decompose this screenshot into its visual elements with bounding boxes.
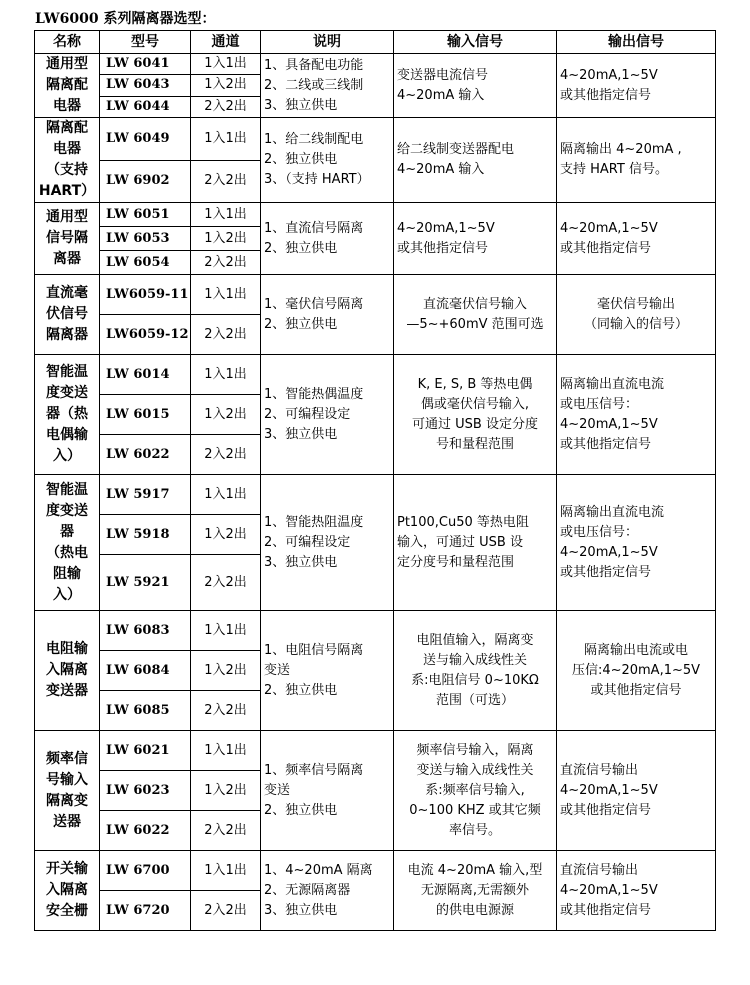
description-line: 1、4~20mA 隔离 — [264, 862, 373, 878]
description — [261, 475, 394, 611]
output-signal — [557, 54, 716, 118]
product-name-line: 离器 — [53, 251, 81, 267]
output-signal-line: 4~20mA,1~5V — [560, 782, 658, 798]
product-name — [35, 54, 100, 118]
table-row — [35, 54, 716, 75]
output-signal — [557, 731, 716, 851]
output-signal-line: 隔离输出直流电流 — [560, 504, 665, 520]
product-name-line: 变送器 — [46, 683, 88, 699]
input-signal-line: 电阻值输入，隔离变 — [416, 632, 534, 648]
model-number: LW 6023 — [100, 771, 191, 811]
table-row — [35, 275, 716, 315]
channel-config: 2入2出 — [191, 160, 261, 203]
description-line: 3、（支持 HART） — [264, 172, 370, 187]
product-name — [35, 475, 100, 611]
product-name-line: 智能温 — [46, 364, 88, 380]
channel-config: 1入2出 — [191, 395, 261, 435]
input-signal-line: 变送器电流信号 — [397, 67, 489, 83]
channel-config: 2入2出 — [191, 96, 261, 117]
description-line: 2、可编程设定 — [264, 534, 351, 550]
channel-config: 2入2出 — [191, 251, 261, 275]
model-number: LW 6015 — [100, 395, 191, 435]
product-name-line: 电器 — [53, 141, 81, 157]
output-signal-line: 4~20mA,1~5V — [560, 220, 658, 236]
product-name-line: 度变送 — [46, 502, 88, 519]
product-name-line: 伏信号 — [46, 306, 88, 322]
description-line: 1、毫伏信号隔离 — [264, 296, 364, 312]
product-name-line: 频率信 — [46, 750, 88, 767]
description-line: 2、独立供电 — [264, 152, 338, 167]
model-number: LW 6083 — [100, 611, 191, 651]
output-signal-line: 或其他指定信号 — [560, 436, 652, 452]
product-name-line: 通用型 — [46, 209, 88, 225]
output-signal-line: 或其他指定信号 — [560, 564, 652, 580]
table-row — [35, 611, 716, 651]
input-signal-line: 给二线制变送器配电 — [397, 142, 515, 157]
table-row — [35, 203, 716, 227]
product-name-line: 入） — [53, 586, 81, 603]
input-signal-line: 输入，可通过 USB 设 — [397, 534, 523, 550]
description — [261, 731, 394, 851]
description-line: 1、给二线制配电 — [264, 132, 364, 147]
description-line: 2、独立供电 — [264, 682, 338, 698]
input-signal-line: 或其他指定信号 — [397, 240, 489, 256]
product-name-line: 智能温 — [46, 481, 88, 498]
input-signal-line: 系:电阻信号 0~10KΩ — [411, 672, 539, 688]
header-row — [35, 31, 716, 54]
product-name — [35, 355, 100, 475]
model-number: LW6059-12 — [100, 315, 191, 355]
model-number: LW 6022 — [100, 811, 191, 851]
output-signal-line: 或其他指定信号 — [560, 87, 652, 103]
table-row — [35, 118, 716, 161]
description-line: 2、独立供电 — [264, 316, 338, 332]
description-line: 1、智能热阻温度 — [264, 514, 364, 530]
channel-config: 2入2出 — [191, 891, 261, 931]
channel-config: 1入2出 — [191, 515, 261, 555]
model-number: LW 5918 — [100, 515, 191, 555]
description — [261, 611, 394, 731]
input-signal-line: 电流 4~20mA 输入,型 — [407, 862, 543, 878]
output-signal-line: 隔离输出电流或电 — [583, 642, 688, 658]
input-signal-line: 无源隔离,无需额外 — [420, 882, 530, 898]
description-line: 2、独立供电 — [264, 802, 338, 818]
model-number: LW 6902 — [100, 160, 191, 203]
channel-config: 2入2出 — [191, 435, 261, 475]
output-signal-line: 或其他指定信号 — [560, 802, 652, 818]
model-number: LW6059-11 — [100, 275, 191, 315]
header-input-signal: 输入信号 — [394, 31, 557, 54]
description — [261, 203, 394, 275]
output-signal-line: 隔离输出 4~20mA , — [560, 142, 682, 157]
output-signal-line: 4~20mA,1~5V — [560, 882, 658, 898]
model-number: LW 6043 — [100, 75, 191, 96]
output-signal — [557, 275, 716, 355]
table-row — [35, 731, 716, 771]
channel-config: 1入1出 — [191, 851, 261, 891]
description-line: 变送 — [264, 662, 291, 678]
product-name — [35, 118, 100, 203]
channel-config: 2入2出 — [191, 691, 261, 731]
model-number: LW 6051 — [100, 203, 191, 227]
product-name-line: 号输入 — [46, 771, 88, 788]
channel-config: 1入1出 — [191, 54, 261, 75]
description-line: 1、直流信号隔离 — [264, 220, 364, 236]
input-signal-line: 4~20mA,1~5V — [397, 220, 495, 236]
table-row — [35, 475, 716, 515]
channel-config: 1入1出 — [191, 275, 261, 315]
channel-config: 1入1出 — [191, 475, 261, 515]
product-name-line: 器 — [60, 523, 74, 540]
input-signal-line: 可通过 USB 设定分度 — [412, 416, 538, 432]
product-name-line: HART） — [38, 183, 96, 199]
model-number: LW 6084 — [100, 651, 191, 691]
channel-config: 1入1出 — [191, 731, 261, 771]
output-signal-line: 压信:4~20mA,1~5V — [571, 662, 701, 678]
channel-config: 1入2出 — [191, 651, 261, 691]
channel-config: 1入2出 — [191, 771, 261, 811]
description — [261, 355, 394, 475]
output-signal-line: 4~20mA,1~5V — [560, 416, 658, 432]
output-signal-line: （同输入的信号） — [583, 316, 688, 332]
model-number: LW 6022 — [100, 435, 191, 475]
output-signal-line: 直流信号输出 — [560, 762, 639, 778]
product-name — [35, 611, 100, 731]
model-number: LW 6700 — [100, 851, 191, 891]
output-signal — [557, 355, 716, 475]
product-name — [35, 851, 100, 931]
output-signal-line: 4~20mA,1~5V — [560, 544, 658, 560]
output-signal — [557, 611, 716, 731]
product-name-line: 安全栅 — [46, 903, 88, 919]
input-signal — [394, 851, 557, 931]
description-line: 2、二线或三线制 — [264, 77, 364, 93]
product-name-line: 直流毫 — [46, 285, 88, 301]
product-name-line: 开关输 — [46, 861, 88, 877]
input-signal-line: 范围（可选） — [435, 692, 514, 708]
model-number: LW 6041 — [100, 54, 191, 75]
product-name-line: 隔离器 — [46, 327, 88, 343]
isolator-selection-table — [34, 30, 716, 931]
description-line: 2、无源隔离器 — [264, 882, 351, 898]
description — [261, 118, 394, 203]
description-line: 3、独立供电 — [264, 97, 338, 113]
channel-config: 1入1出 — [191, 611, 261, 651]
product-name-line: 隔离配 — [46, 77, 88, 93]
channel-config: 2入2出 — [191, 555, 261, 611]
input-signal-line: 的供电电源源 — [435, 902, 514, 918]
model-number: LW 6085 — [100, 691, 191, 731]
input-signal — [394, 731, 557, 851]
product-name-line: 隔离变 — [46, 792, 88, 809]
description-line: 1、智能热偶温度 — [264, 386, 364, 402]
input-signal — [394, 54, 557, 118]
model-number: LW 6044 — [100, 96, 191, 117]
input-signal-line: 系:频率信号输入, — [425, 782, 525, 798]
product-name-line: 通用型 — [46, 56, 88, 72]
input-signal-line: 4~20mA 输入 — [397, 162, 485, 177]
product-name-line: 隔离配 — [46, 120, 88, 136]
page-title: LW6000 系列隔离器选型： — [35, 11, 216, 27]
input-signal — [394, 203, 557, 275]
description-line: 变送 — [264, 782, 291, 798]
input-signal-line: —5~+60mV 范围可选 — [406, 316, 544, 332]
input-signal-line: 号和量程范围 — [435, 436, 514, 452]
product-name — [35, 203, 100, 275]
table-row — [35, 851, 716, 891]
input-signal — [394, 118, 557, 203]
channel-config: 2入2出 — [191, 811, 261, 851]
product-name — [35, 731, 100, 851]
product-name-line: 信号隔 — [46, 230, 88, 246]
model-number: LW 6054 — [100, 251, 191, 275]
output-signal-line: 或其他指定信号 — [590, 682, 682, 698]
header-name: 名称 — [35, 31, 100, 54]
product-name — [35, 275, 100, 355]
product-name-line: 器（热 — [46, 406, 88, 422]
header-output-signal: 输出信号 — [557, 31, 716, 54]
description-line: 3、独立供电 — [264, 426, 338, 442]
model-number: LW 6049 — [100, 118, 191, 161]
description — [261, 54, 394, 118]
input-signal-line: Pt100,Cu50 等热电阻 — [397, 514, 529, 530]
input-signal-line: 直流毫伏信号输入 — [422, 296, 527, 312]
input-signal-line: 频率信号输入，隔离 — [416, 742, 534, 758]
model-number: LW 5917 — [100, 475, 191, 515]
description — [261, 851, 394, 931]
product-name-line: 入） — [53, 448, 81, 464]
input-signal — [394, 355, 557, 475]
model-number: LW 6014 — [100, 355, 191, 395]
product-name-line: 度变送 — [46, 385, 88, 401]
output-signal-line: 隔离输出直流电流 — [560, 376, 665, 392]
channel-config: 1入2出 — [191, 227, 261, 251]
output-signal — [557, 851, 716, 931]
output-signal-line: 或其他指定信号 — [560, 240, 652, 256]
input-signal-line: 率信号。 — [448, 822, 501, 838]
input-signal-line: 0~100 KHZ 或其它频 — [409, 802, 541, 818]
description-line: 2、独立供电 — [264, 240, 338, 256]
output-signal — [557, 118, 716, 203]
input-signal — [394, 611, 557, 731]
output-signal-line: 或其他指定信号 — [560, 902, 652, 918]
output-signal — [557, 475, 716, 611]
product-name-line: （热电 — [46, 544, 88, 561]
model-number: LW 6021 — [100, 731, 191, 771]
description-line: 1、频率信号隔离 — [264, 762, 364, 778]
header-model: 型号 — [100, 31, 191, 54]
output-signal-line: 或电压信号： — [560, 524, 639, 540]
input-signal — [394, 275, 557, 355]
product-name-line: （支持 — [46, 162, 88, 178]
input-signal-line: 送与输入成线性关 — [422, 652, 527, 668]
input-signal-line: 定分度号和量程范围 — [397, 554, 515, 570]
channel-config: 1入2出 — [191, 75, 261, 96]
model-number: LW 6053 — [100, 227, 191, 251]
product-name-line: 电偶输 — [46, 427, 88, 443]
input-signal-line: K, E, S, B 等热电偶 — [417, 376, 533, 392]
output-signal-line: 或电压信号： — [560, 396, 639, 412]
table-row — [35, 355, 716, 395]
channel-config: 1入1出 — [191, 203, 261, 227]
product-name-line: 阻输 — [53, 565, 81, 582]
description-line: 1、具备配电功能 — [264, 57, 364, 73]
channel-config: 2入2出 — [191, 315, 261, 355]
output-signal-line: 直流信号输出 — [560, 862, 639, 878]
description-line: 3、独立供电 — [264, 902, 338, 918]
product-name-line: 电器 — [53, 98, 81, 114]
output-signal — [557, 203, 716, 275]
input-signal-line: 偶或毫伏信号输入, — [420, 396, 530, 412]
header-channel: 通道 — [191, 31, 261, 54]
input-signal — [394, 475, 557, 611]
header-description: 说明 — [261, 31, 394, 54]
model-number: LW 6720 — [100, 891, 191, 931]
input-signal-line: 4~20mA 输入 — [397, 87, 485, 103]
product-name-line: 送器 — [53, 813, 81, 830]
input-signal-line: 变送与输入成线性关 — [416, 762, 534, 778]
product-name-line: 入隔离 — [46, 662, 88, 678]
description — [261, 275, 394, 355]
product-name-line: 入隔离 — [46, 882, 88, 898]
description-line: 3、独立供电 — [264, 554, 338, 570]
description-line: 2、可编程设定 — [264, 406, 351, 422]
description-line: 1、电阻信号隔离 — [264, 642, 364, 658]
output-signal-line: 4~20mA,1~5V — [560, 67, 658, 83]
model-number: LW 5921 — [100, 555, 191, 611]
product-name-line: 电阻输 — [46, 641, 88, 657]
channel-config: 1入1出 — [191, 355, 261, 395]
output-signal-line: 支持 HART 信号。 — [560, 162, 668, 177]
output-signal-line: 毫伏信号输出 — [596, 296, 675, 312]
channel-config: 1入1出 — [191, 118, 261, 161]
